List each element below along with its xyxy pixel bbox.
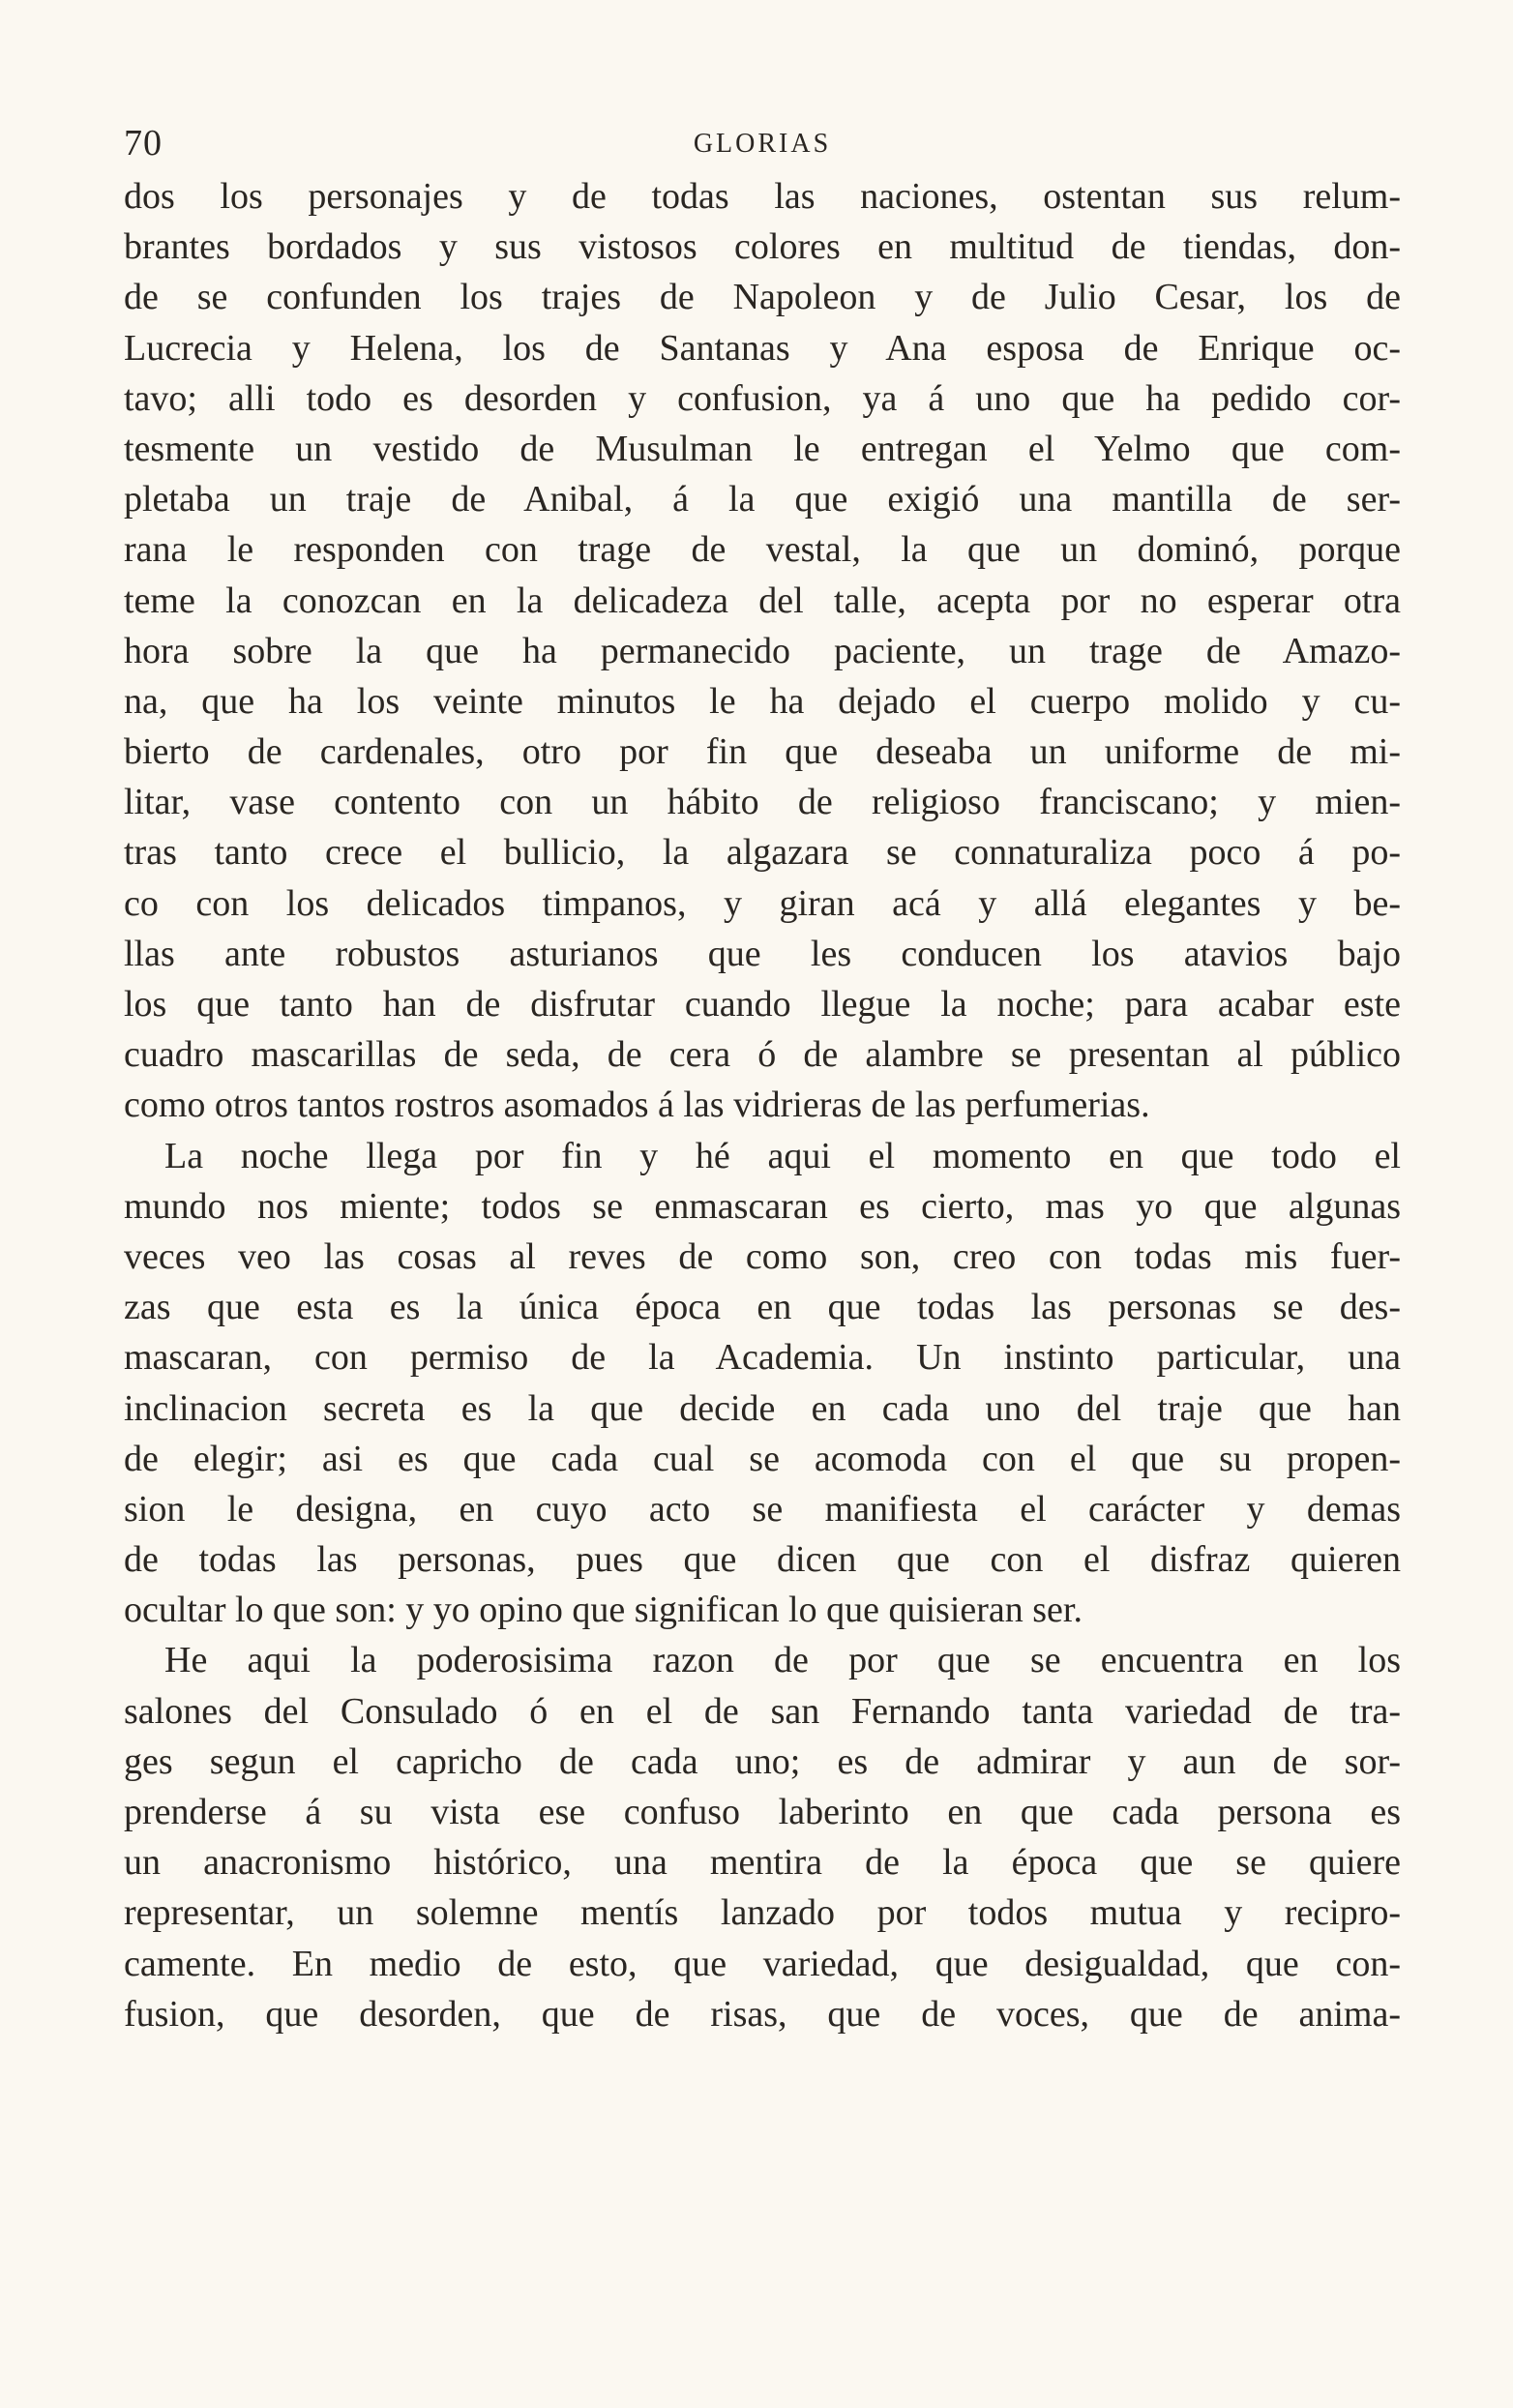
text-line: de todas las personas, pues que dicen que con el disfraz quieren: [124, 1539, 1401, 1581]
text-line: tras tanto crece el bullicio, la algazara se connaturaliza poco á po-: [124, 832, 1401, 874]
text-line: de elegir; asi es que cada cual se acomoda con el que su propen-: [124, 1438, 1401, 1479]
text-line: cuadro mascarillas de seda, de cera ó de alambre se presentan al público: [124, 1034, 1401, 1076]
text-line: bierto de cardenales, otro por fin que deseaba un uniforme de mi-: [124, 731, 1401, 773]
page-number: 70: [124, 123, 163, 164]
body-text: [124, 171, 1401, 2039]
text-line: mascaran, con permiso de la Academia. Un instinto particular, una: [124, 1337, 1401, 1379]
text-line: fusion, que desorden, que de risas, que de voces, que de anima-: [124, 1993, 1401, 2035]
text-line: brantes bordados y sus vistosos colores en multitud de tiendas, don-: [124, 226, 1401, 268]
text-line: sion le designa, en cuyo acto se manifiesta el carácter y demas: [124, 1488, 1401, 1530]
text-line: co con los delicados timpanos, y giran acá y allá elegantes y be-: [124, 882, 1401, 924]
text-line: tavo; alli todo es desorden y confusion, ya á uno que ha pedido cor-: [124, 377, 1401, 419]
text-line: hora sobre la que ha permanecido paciente, un trage de Amazo-: [124, 630, 1401, 671]
text-line: camente. En medio de esto, que variedad, que desigualdad, que con-: [124, 1943, 1401, 1984]
running-title: GLORIAS: [693, 129, 832, 159]
text-line: tesmente un vestido de Musulman le entregan el Yelmo que com-: [124, 428, 1401, 469]
text-line: ges segun el capricho de cada uno; es de admirar y aun de sor-: [124, 1740, 1401, 1782]
text-line: na, que ha los veinte minutos le ha dejado el cuerpo molido y cu-: [124, 680, 1401, 722]
text-line: dos los personajes y de todas las naciones, ostentan sus relum-: [124, 176, 1401, 217]
text-line: teme la conozcan en la delicadeza del talle, acepta por no esperar otra: [124, 580, 1401, 621]
paragraph-start-line: He aqui la poderosisima razon de por que se encuentra en los: [164, 1640, 1401, 1681]
text-line: litar, vase contento con un hábito de religioso franciscano; y mien-: [124, 782, 1401, 823]
paragraph-start-line: La noche llega por fin y hé aqui el momento en que todo el: [164, 1135, 1401, 1176]
text-line: Lucrecia y Helena, los de Santanas y Ana esposa de Enrique oc-: [124, 327, 1401, 369]
text-line: salones del Consulado ó en el de san Fernando tanta variedad de tra-: [124, 1690, 1401, 1732]
paragraph-end-line: como otros tantos rostros asomados á las vidrieras de las perfumerias.: [124, 1085, 1150, 1126]
text-line: rana le responden con trage de vestal, la que un dominó, porque: [124, 529, 1401, 571]
text-line: representar, un solemne mentís lanzado por todos mutua y recipro-: [124, 1892, 1401, 1934]
text-line: los que tanto han de disfrutar cuando llegue la noche; para acabar este: [124, 984, 1401, 1025]
text-line: mundo nos miente; todos se enmascaran es cierto, mas yo que algunas: [124, 1185, 1401, 1227]
text-line: prenderse á su vista ese confuso laberinto en que cada persona es: [124, 1792, 1401, 1832]
text-line: llas ante robustos asturianos que les conducen los atavios bajo: [124, 933, 1401, 974]
text-line: de se confunden los trajes de Napoleon y de Julio Cesar, los de: [124, 277, 1401, 318]
text-line: veces veo las cosas al reves de como son, creo con todas mis fuer-: [124, 1235, 1401, 1277]
text-line: pletaba un traje de Anibal, á la que exigió una mantilla de ser-: [124, 479, 1401, 520]
paragraph-end-line: ocultar lo que son: y yo opino que significan lo que quisieran ser.: [124, 1590, 1083, 1631]
text-line: zas que esta es la única época en que todas las personas se des-: [124, 1287, 1401, 1328]
running-head: [124, 119, 1401, 167]
text-line: inclinacion secreta es la que decide en cada uno del traje que han: [124, 1387, 1401, 1429]
text-line: un anacronismo histórico, una mentira de la época que se quiere: [124, 1842, 1401, 1884]
